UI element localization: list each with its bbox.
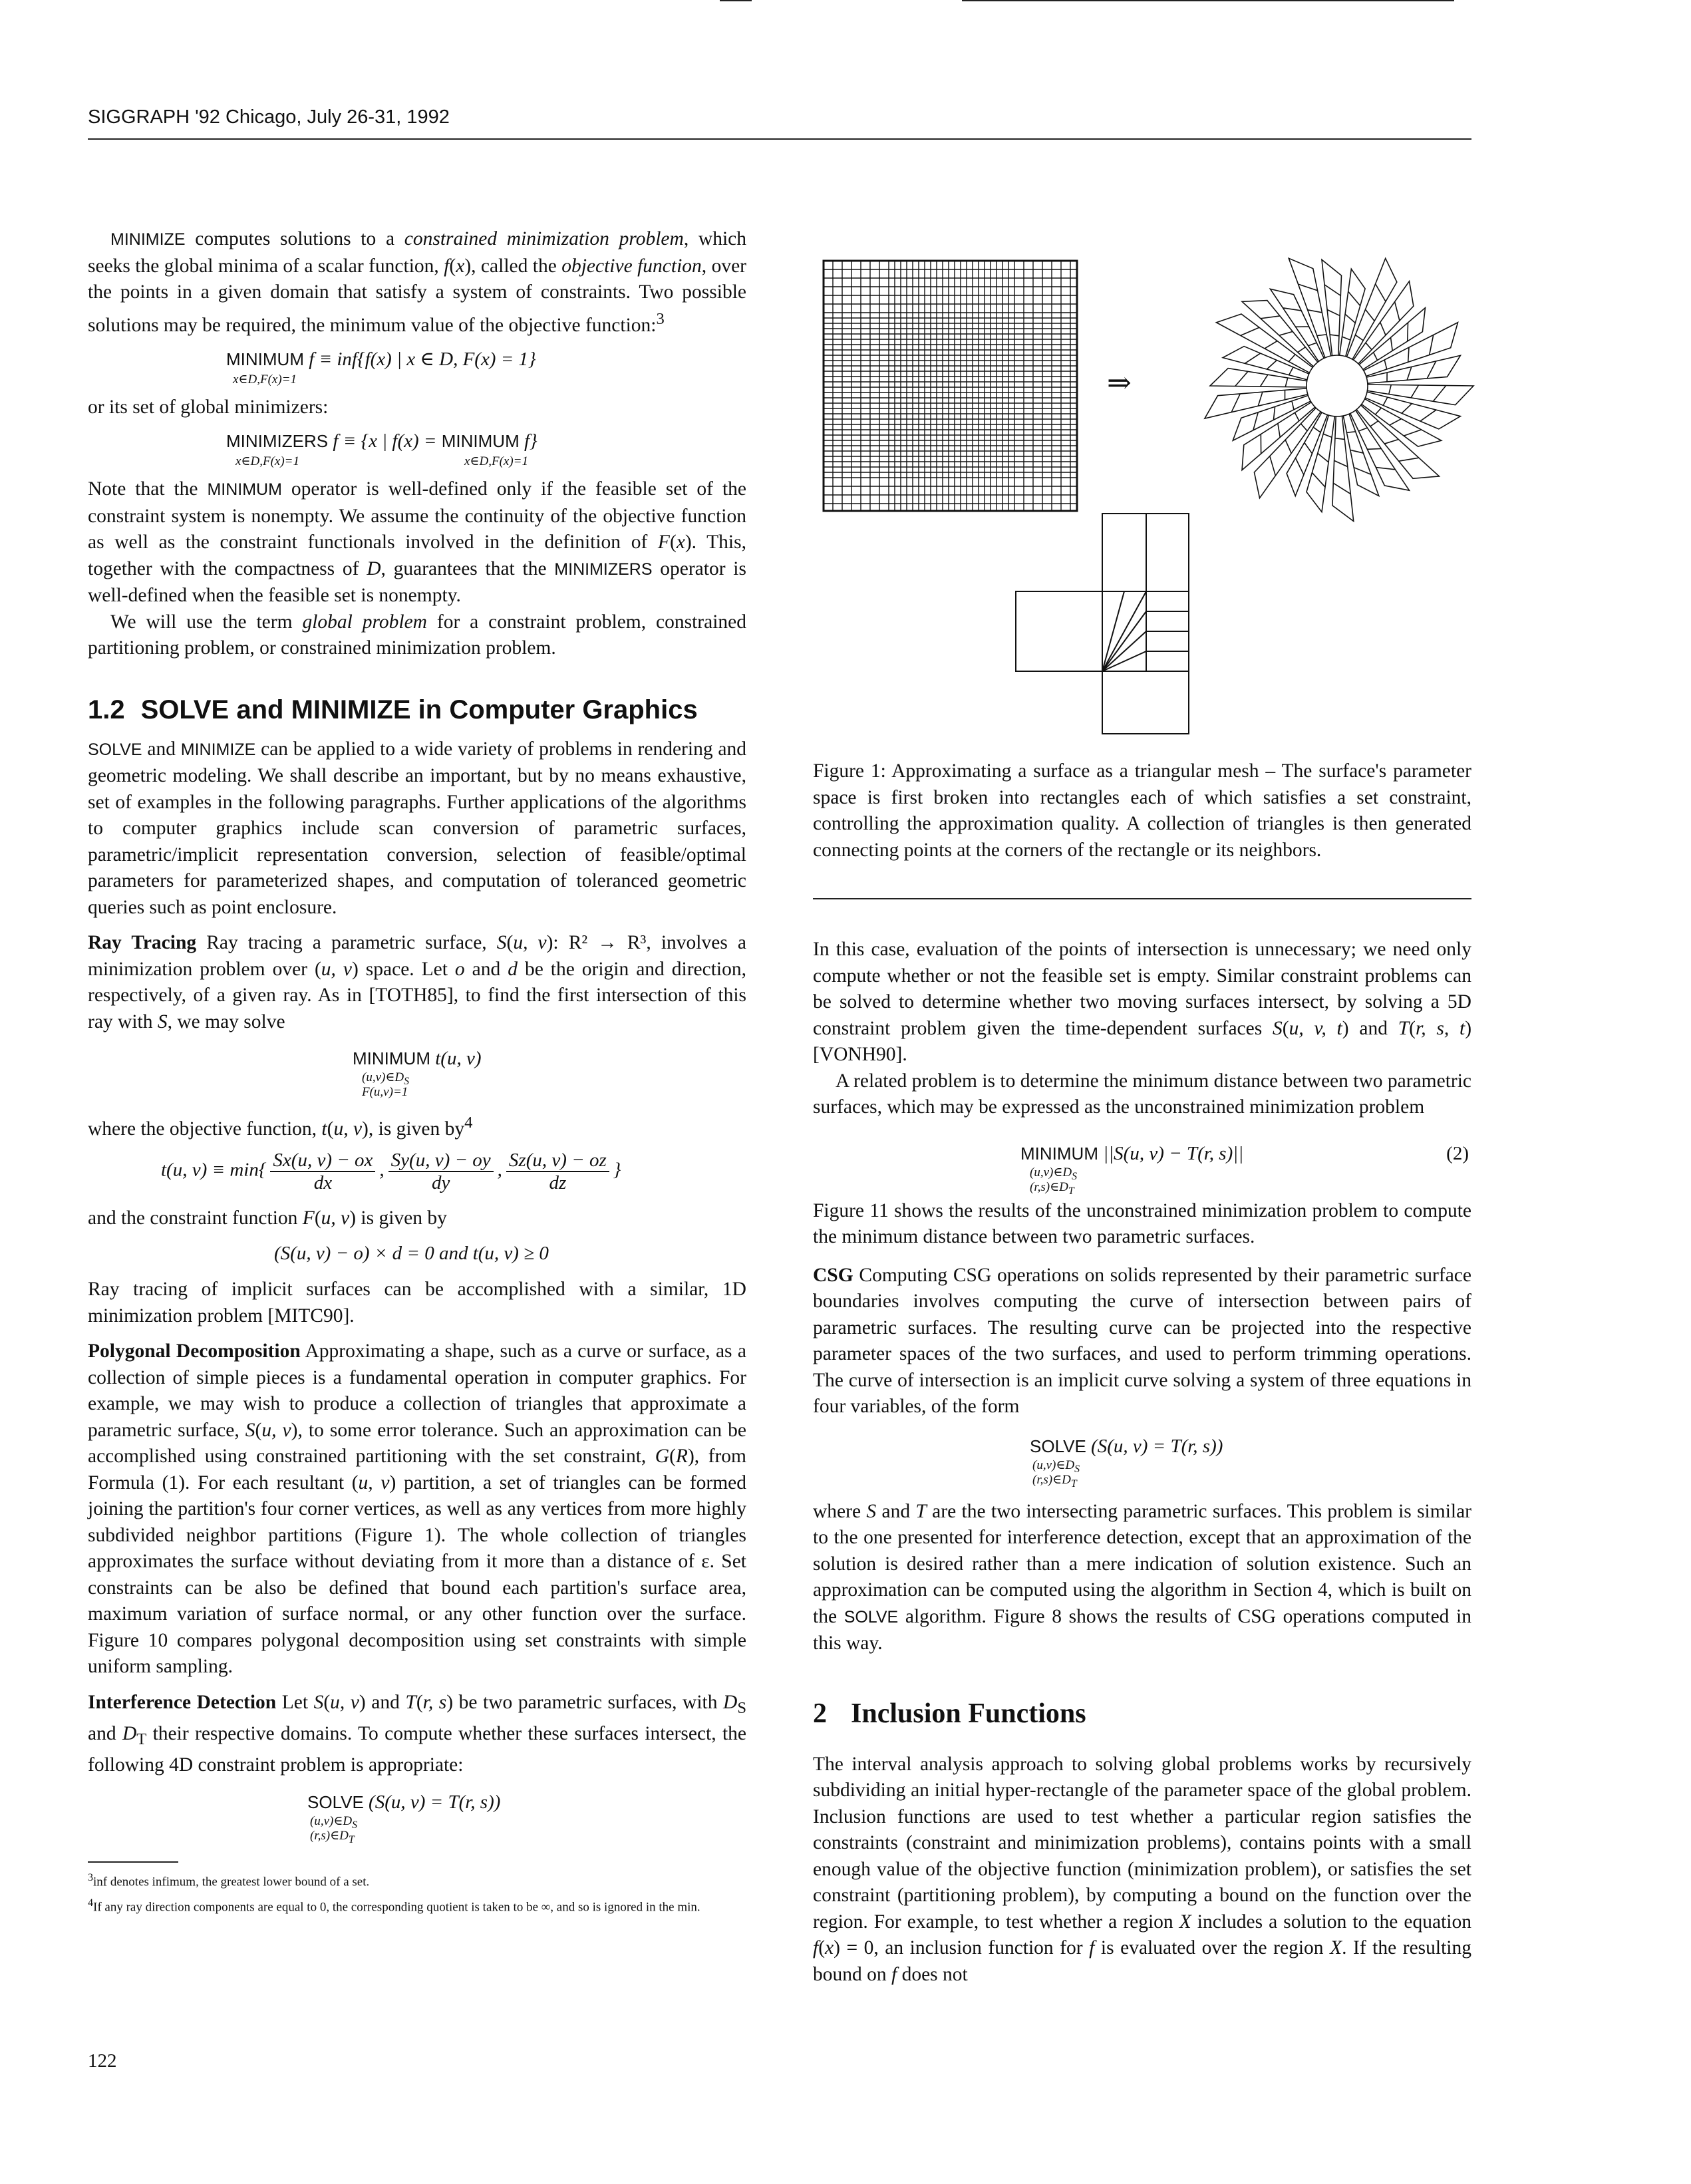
minimize-operator: MINIMIZE [110, 230, 186, 249]
or-minimizers-text: or its set of global minimizers: [88, 396, 329, 418]
equation-minimizers: MINIMIZERS f ≡ {x | f(x) = MINIMUM f} x∈D,F(x)=1 x∈D,F(x)=1 [226, 430, 538, 469]
equation-t-min: t(u, v) ≡ min{ $\frac{Sx(u, v) - ox}{dx}$ , $\frac{Sy(u, v) - oy}{dy}$ , $\frac{Sz(u, v) - oz}{dz}$ } [161, 1149, 621, 1193]
intersecting-surfaces-paragraph: where S and T are the two intersecting parametric surfaces. This problem is similar to the one presented for interference detection, except that an approximation of the solution is desired rather than a mere indication of solution existence. Such an approximation can be computed using the algorithm in Section 4, which is built on the SOLVE algorithm. Figure 8 shows the results of CSG operations computed in this way. [813, 1500, 1472, 1654]
note-paragraph: Note that the MINIMUM operator is well-defined only if the feasible set of the constraint system is nonempty. We assume the continuity of the objective function as well as the constraint functionals involved in the definition of F(x). This, together with the compactness of D, guarantees that the MINIMIZERS operator is well-defined when the feasible set is nonempty. [88, 478, 746, 607]
footnote-rule [88, 1861, 178, 1863]
equation-solve-csg: SOLVE (S(u, v) = T(r, s)) $(u,v)\in D_S$ $(r,s)\in D_T$ [1030, 1435, 1223, 1489]
left-column [88, 226, 746, 1917]
equation-minimum: MINIMUM f ≡ inf{f(x) | x ∈ D, F(x) = 1} x∈D,F(x)=1 [226, 348, 536, 387]
constraint-function-text: and the constraint function F(u, v) is given by [88, 1207, 447, 1229]
caption-rule [813, 898, 1471, 899]
minimum-distance-paragraph: A related problem is to determine the minimum distance between two parametric surfaces, which may be expressed as the unconstrained minimization problem [813, 1070, 1471, 1118]
surface-mesh-line [1367, 448, 1381, 449]
running-head: SIGGRAPH '92 Chicago, July 26-31, 1992 [88, 106, 450, 128]
page-number: 122 [88, 2050, 117, 2072]
equation-solve-interference: SOLVE (S(u, v) = T(r, s)) $(u,v)\in D_S$ $(r,s)\in D_T$ [307, 1791, 501, 1845]
interval-analysis-paragraph: The interval analysis approach to solving global problems works by recursively subdividing an initial hyper-rectangle of the parameter space of the global problem. Inclusion functions are used to test whether a particular region satisfies the constraints (constraint and minimization problems), contains points with a small enough value of the objective function (minimization problem), or satisfies the set constraint (partitioning problem), by computing a bound on the function over the region. For example, to test whether a region X includes a solution to the equation f(x) = 0, an inclusion function for f is evaluated over the region X. If the resulting bound on f does not [813, 1753, 1471, 1985]
equation-ray-minimum: MINIMUM t(u, v) $(u,v)\in D_S$ F(u,v)=1 [353, 1048, 482, 1100]
global-problem-paragraph: We will use the term global problem for a constraint problem, constrained partitioning problem, or constrained minimization problem. [88, 611, 746, 659]
applications-paragraph: SOLVE and MINIMIZE can be applied to a wide variety of problems in rendering and geometric modeling. We shall describe an important, but by no means exhaustive, set of examples in the following paragraphs. Further applications of the algorithms to computer graphics include scan conversion of parametric surfaces, parametric/implicit representation conversion, selection of feasible/optimal parameters for parameterized shapes, and computation of toleranced geometric queries such as point enclosure. [88, 738, 746, 918]
surface-center [1307, 355, 1368, 416]
ray-tracing-paragraph: Ray Tracing Ray tracing a parametric surface, S(u, v): R² → R³, involves a minimization problem over (u, v) space. Let o and d be the origin and direction, respectively, of a given ray. As in [TOTH85], to find the first intersection of this ray with S, we may solve [88, 932, 746, 1032]
scan-mark [962, 0, 1454, 1]
implicit-surfaces-paragraph: Ray tracing of implicit surfaces can be accomplished with a similar, 1D minimization problem [MITC90]. [88, 1279, 746, 1326]
right-column [813, 937, 1471, 1988]
section-heading-2: 2 Inclusion Functions [813, 1698, 1086, 1729]
figure-1-caption: Figure 1: Approximating a surface as a triangular mesh – The surface's parameter space is first broken into rectangles each of which satisfies a set constraint, controlling the approximation quality. A collection of triangles is then generated connecting points at the corners of the rectangle or its neighbors. [813, 760, 1471, 861]
interference-detection-paragraph: Interference Detection Let S(u, v) and T(r, s) be two parametric surfaces, with $D_S$ and $D_T$ their respective domains. To compute whether these surfaces intersect, the following 4D constraint problem is appropriate: [88, 1691, 747, 1776]
section-heading-1-2: 1.2 SOLVE and MINIMIZE in Computer Graphics [88, 695, 698, 724]
objective-function-text: where the objective function, t(u, v), is given $by^4$ [88, 1114, 473, 1140]
implies-arrow: ⇒ [1107, 367, 1132, 399]
scan-mark [720, 0, 752, 1]
footnote-3: $^3$inf denotes infimum, the greatest lower bound of a set. [88, 1871, 370, 1889]
triangulated-surface-figure [1191, 239, 1483, 532]
polygonal-decomposition-paragraph: Polygonal Decomposition Approximating a shape, such as a curve or surface, as a collection of simple pieces is a fundamental operation in computer graphics. For example, we may wish to produce a collection of triangles that approximate a parametric surface, S(u, v), to some error tolerance. Such an approximation can be accomplished using constrained partitioning with the set constraint, G(R), from Formula (1). For each resultant (u, v) partition, a set of triangles can be formed joining the partition's four corner vertices, as well as any vertices from more highly subdivided neighbor partitions (Figure 1). The whole collection of triangles approximates the surface without deviating from it more than a distance of ε. Set constraints can be also be defined that bound each partition's surface area, maximum variation of surface normal, or any other function over the surface. Figure 10 compares polygonal decomposition using set constraints with simple uniform sampling. [88, 1340, 747, 1678]
moving-surfaces-paragraph: In this case, evaluation of the points of intersection is unnecessary; we need only compute whether or not the feasible set is empty. Similar constraint problems can be solved to determine whether two moving surfaces intersect, by solving a 5D constraint problem given the time-dependent surfaces S(u, v, t) and T(r, s, t) [VONH90]. [813, 939, 1472, 1065]
intro-paragraph: MINIMIZE computes solutions to a constrained minimization problem, which seeks the global minima of a scalar function, f(x), called the objective function, over the points in a given domain that satisfy a system of constraints. Two possible solutions may be required, the minimum value of the objective function:$^3$ [88, 228, 747, 336]
figure-11-paragraph: Figure 11 shows the results of the unconstrained minimization problem to compute the minimum distance between two parametric surfaces. [813, 1199, 1471, 1247]
header-rule [88, 138, 1471, 140]
footnote-4: $^4$If any ray direction components are equal to 0, the corresponding quotient is taken to be ∞, and so is ignored in the min. [88, 1897, 700, 1915]
partition-detail-figure [1014, 512, 1214, 735]
equation-distance: MINIMUM ||S(u, v) − T(r, s)|| (2) $(u,v)\in D_S$ $(r,s)\in D_T$ [1020, 1142, 1469, 1197]
csg-paragraph: CSG Computing CSG operations on solids represented by their parametric surface boundaries involves computing the curve of intersection between pairs of parametric surfaces. The resulting curve can be projected into the respective parameter spaces of the two surfaces, and used to perform trimming operations. The curve of intersection is an implicit curve solving a system of three equations in four variables, of the form [813, 1264, 1471, 1417]
parameter-grid-figure [822, 259, 1078, 512]
equation-constraint: (S(u, v) − o) × d = 0 and t(u, v) ≥ 0 [274, 1243, 549, 1265]
